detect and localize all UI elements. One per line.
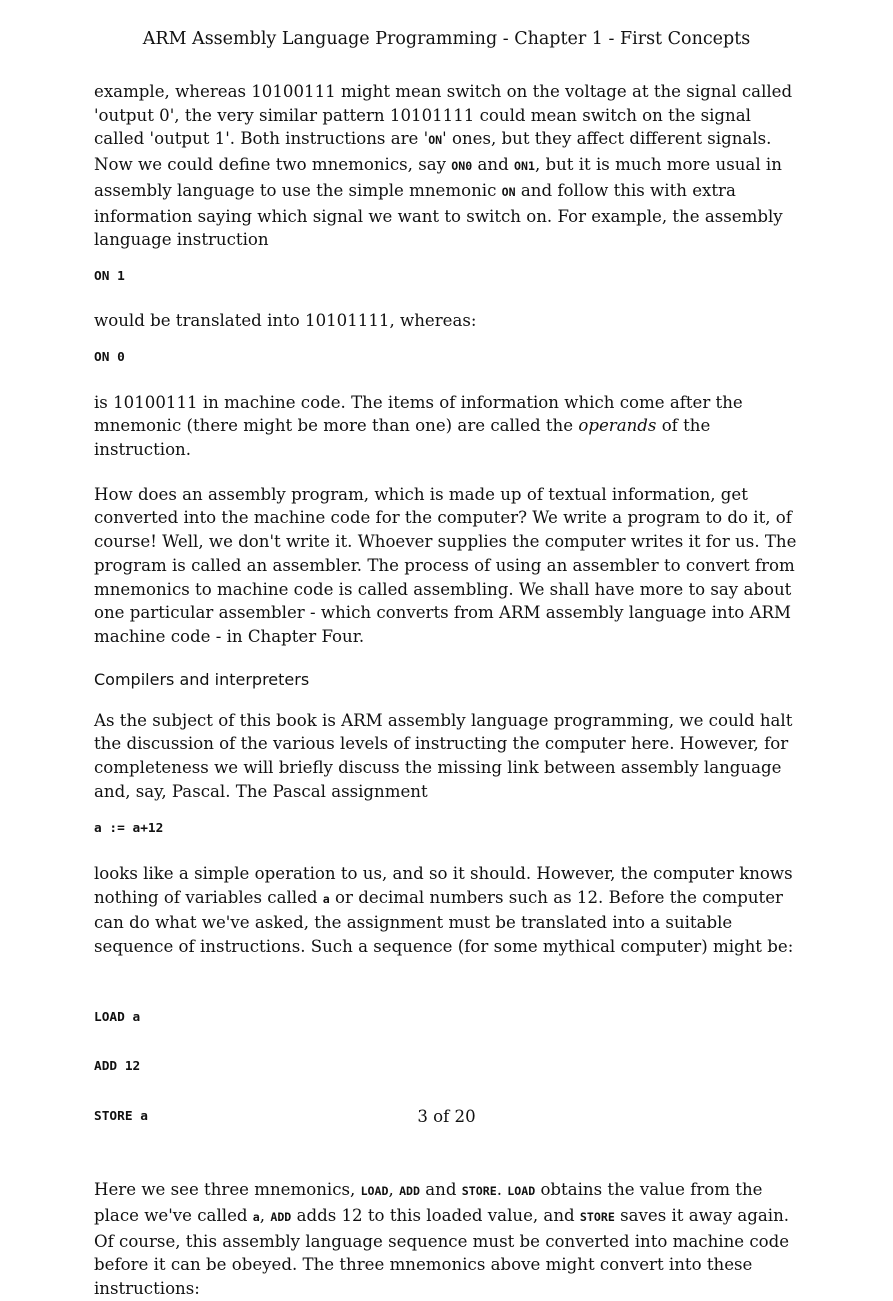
inline-code: STORE — [579, 1209, 615, 1224]
emphasis-operands: operands — [578, 416, 657, 436]
inline-code: ADD — [399, 1184, 421, 1199]
inline-code: ADD — [270, 1209, 292, 1224]
inline-code: ON — [428, 133, 443, 148]
inline-code: ON1 — [514, 159, 535, 174]
paragraph-4: How does an assembly program, which is made up of textual information, get converted into the machine code for the computer? We write a program to do it, of course! Well, we don't write it. Whoever supplies the computer writes it for us. The program is called an assembler. The process of using an assembler to convert from mnemonics to machine code is called assembling. We shall have more to say about one particular assembler - which converts from ARM assembly language into ARM machine code - in Chapter Four. — [94, 484, 797, 646]
inline-code: ON0 — [451, 159, 473, 174]
code-line: LOAD a — [94, 1009, 141, 1025]
code-line: STORE a — [94, 1108, 148, 1124]
inline-code: LOAD — [360, 1184, 389, 1199]
inline-code: LOAD — [507, 1184, 536, 1199]
inline-code: a — [252, 1209, 260, 1224]
paragraph-6: looks like a simple operation to us, and so it should. However, the computer knows nothing of variables called a or decimal numbers such as 12. Before the computer can do what we've asked, the assignment must be translated into a suitable sequence of instructions. Such a sequence (for some mythical computer) might be: — [94, 863, 794, 957]
page-header: ARM Assembly Language Programming - Chapter 1 - First Concepts — [142, 29, 751, 49]
paragraph-3: is 10100111 in machine code. The items of information which come after the mnemonic (there might be more than one) are called the operands of the instruction. — [94, 392, 743, 460]
code-block-3: a := a+12 — [94, 821, 164, 837]
inline-code: ON — [501, 184, 516, 199]
inline-code: STORE — [461, 1184, 497, 1199]
page-number: 3 of 20 — [417, 1107, 476, 1126]
inline-code: a — [322, 891, 330, 906]
code-line: ADD 12 — [94, 1059, 141, 1075]
paragraph-7: Here we see three mnemonics, LOAD, ADD and STORE. LOAD obtains the value from the place we've called a, ADD adds 12 to this loaded value, and STORE saves it away again. Of course, this assembly language sequence must be converted into machine code before it can be obeyed. The three mnemonics above might convert into these instructions: — [94, 1180, 790, 1299]
code-block-2: ON 0 — [94, 350, 125, 366]
paragraph-2: would be translated into 10101111, whereas: — [94, 311, 477, 331]
code-block-1: ON 1 — [94, 268, 125, 284]
paragraph-5: As the subject of this book is ARM assembly language programming, we could halt the discussion of the various levels of instructing the computer here. However, for completeness we will briefly discuss the missing link between assembly language and, say, Pascal. The Pascal assignment — [94, 710, 793, 801]
section-heading: Compilers and interpreters — [94, 669, 310, 689]
paragraph-1: example, whereas 10100111 might mean switch on the voltage at the signal called 'output 0', the very similar pattern 10101111 could mean switch on the signal called 'output 1'. Both instructions are 'ON' ones, but they affect different signals. Now we could define two mnemonics, say ON0 and ON1, but it is much more usual in assembly language to use the simple mnemonic ON and follow this with extra information saying which signal we want to switch on. For example, the assembly language instruction — [94, 82, 793, 250]
code-block-4 — [94, 977, 804, 1159]
